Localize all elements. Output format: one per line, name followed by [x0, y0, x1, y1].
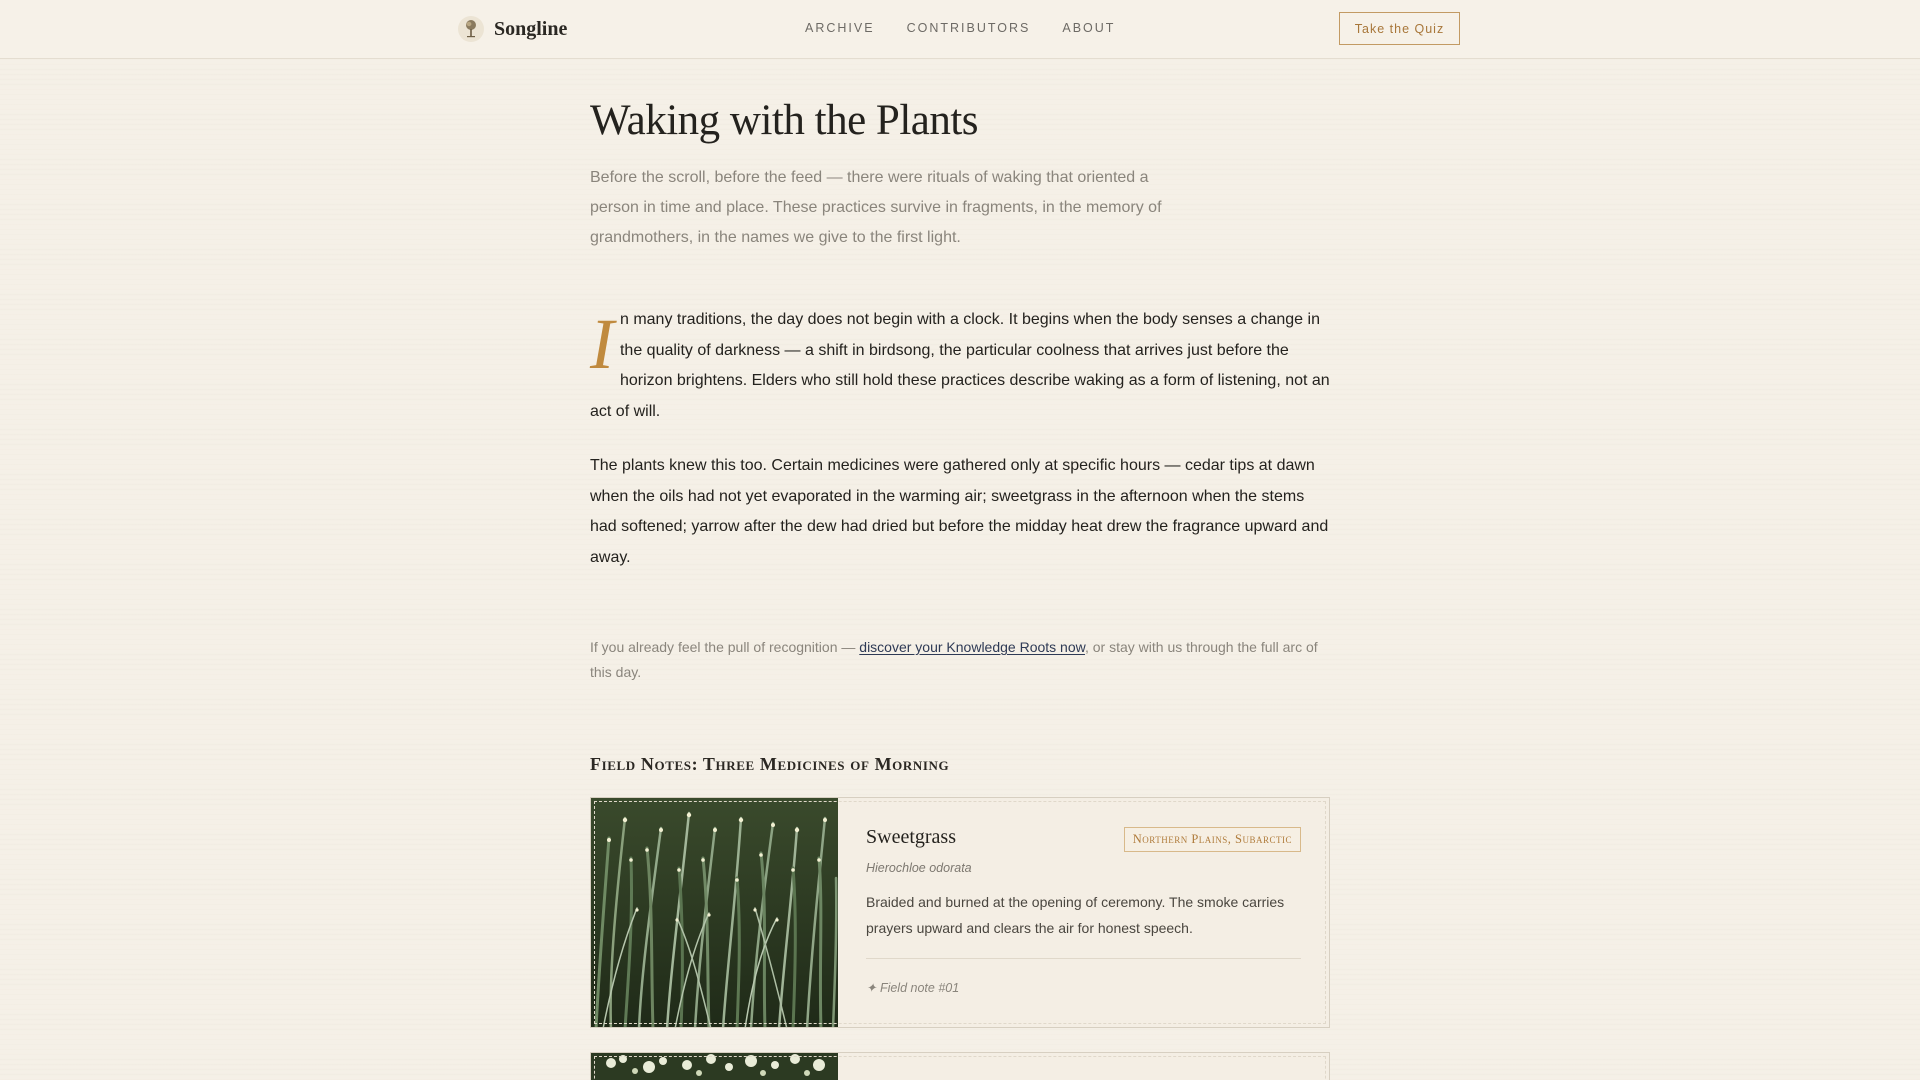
- drop-cap: I: [590, 304, 614, 384]
- sweetgrass-photo: [591, 798, 838, 1027]
- article-title: Waking with the Plants: [590, 97, 979, 144]
- article-paragraph-2: The plants knew this too. Certain medicines were gathered only at specific hours — cedar tips at dawn when the oils had not yet evaporated in the warming air; sweetgrass in the afternoon when the stems had softened; yarrow after the dew had dried but before the midday heat drew the fragrance upward and away.: [590, 457, 1329, 566]
- cta-text-after: , or stay with us through the full arc of this day.: [590, 639, 1318, 680]
- region-badge: Northern Plains, Subarctic: [1124, 827, 1301, 852]
- site-header: [0, 0, 1920, 59]
- article: [590, 95, 1330, 790]
- field-notes-heading: Field Notes: Three Medicines of Morning: [590, 754, 950, 774]
- main-nav: [805, 21, 1115, 35]
- article-lede: Before the scroll, before the feed — there were rituals of waking that oriented a person in time and place. These practices survive in fragments, in the memory of grandmothers, in the names we give to the first light.: [590, 169, 1162, 246]
- brand-name: Songline: [494, 17, 568, 40]
- nav-about[interactable]: ABOUT: [1062, 21, 1116, 35]
- tree-seal-icon: [458, 16, 484, 42]
- yarrow-photo: [591, 1053, 838, 1080]
- knowledge-roots-note: [590, 635, 1330, 685]
- cta-text-before: If you already feel the pull of recognition —: [590, 639, 860, 655]
- card-divider: [866, 958, 1301, 959]
- take-quiz-button[interactable]: Take the Quiz: [1339, 12, 1460, 45]
- plant-name: Sweetgrass: [866, 826, 956, 848]
- knowledge-roots-link[interactable]: discover your Knowledge Roots now: [859, 639, 1085, 655]
- nav-archive[interactable]: ARCHIVE: [805, 21, 875, 35]
- article-paragraph-1: [590, 305, 1330, 427]
- brand[interactable]: [458, 15, 567, 43]
- plant-card-body: [866, 798, 1301, 1027]
- field-note-label: ✦ Field note #01: [866, 981, 960, 995]
- plant-description: Braided and burned at the opening of ceremony. The smoke carries prayers upward and clears the air for honest speech.: [866, 894, 1285, 936]
- nav-contributors[interactable]: CONTRIBUTORS: [906, 21, 1031, 35]
- plant-card-sweetgrass[interactable]: [590, 797, 1330, 1028]
- plant-latin-name: Hierochloe odorata: [866, 861, 972, 875]
- plant-card-yarrow[interactable]: [590, 1052, 1330, 1080]
- paragraph-1-text: n many traditions, the day does not begin with a clock. It begins when the body senses a change in the quality of darkness — a shift in birdsong, the particular coolness that arrives just before the horizon brightens. Elders who still hold these practices describe waking as a form of listening, not an act of will.: [590, 311, 1330, 420]
